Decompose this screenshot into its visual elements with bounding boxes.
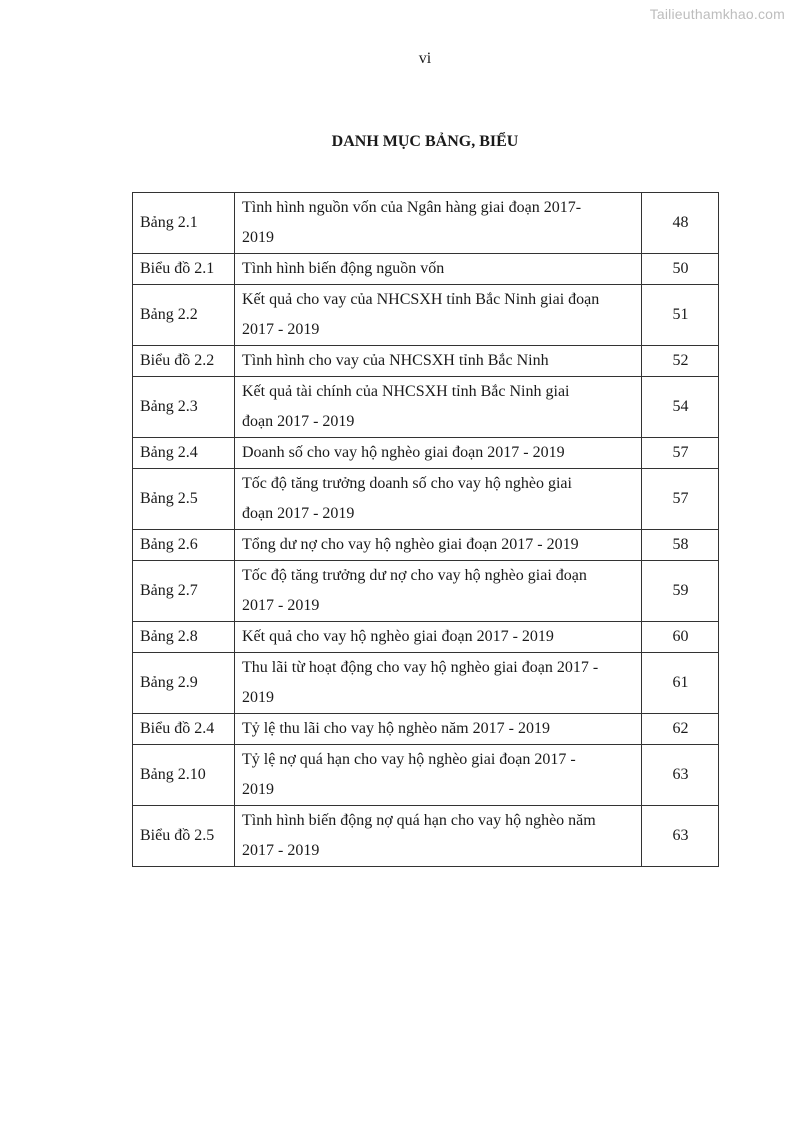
table-title-cell — [235, 285, 642, 346]
table-page-cell: 54 — [642, 377, 719, 438]
table-page-cell: 52 — [642, 346, 719, 377]
table-row — [133, 254, 719, 285]
page-title: DANH MỤC BẢNG, BIỂU — [331, 133, 519, 150]
table-title-line: 2017 - 2019 — [242, 597, 320, 614]
table-row — [133, 561, 719, 622]
table-label-cell: Biểu đồ 2.5 — [133, 806, 235, 867]
table-title-line: Tổng dư nợ cho vay hộ nghèo giai đoạn 2017 - 2019 — [242, 536, 579, 553]
table-title-line: Tình hình biến động nguồn vốn — [242, 260, 445, 277]
table-title-line: Tình hình cho vay của NHCSXH tỉnh Bắc Ninh — [242, 352, 549, 369]
table-title-line: 2019 — [242, 229, 274, 246]
table-label-cell: Bảng 2.7 — [133, 561, 235, 622]
table-title-cell — [235, 346, 642, 377]
table-title-line: Tỷ lệ thu lãi cho vay hộ nghèo năm 2017 - 2019 — [242, 720, 550, 737]
table-title-cell — [235, 653, 642, 714]
table-title-cell — [235, 745, 642, 806]
table-label-cell: Bảng 2.4 — [133, 438, 235, 469]
table-title-line: Tình hình biến động nợ quá hạn cho vay hộ nghèo năm — [242, 812, 596, 829]
table-page-cell: 59 — [642, 561, 719, 622]
table-title-cell — [235, 561, 642, 622]
table-title-cell — [235, 622, 642, 653]
table-label-cell: Biểu đồ 2.4 — [133, 714, 235, 745]
table-title-cell — [235, 438, 642, 469]
table-page-cell: 58 — [642, 530, 719, 561]
table-page-cell: 63 — [642, 806, 719, 867]
table-body — [133, 193, 719, 867]
table-title-line: 2019 — [242, 781, 274, 798]
table-row — [133, 714, 719, 745]
table-label-cell: Biểu đồ 2.2 — [133, 346, 235, 377]
table-title-line: đoạn 2017 - 2019 — [242, 413, 355, 430]
table-title-cell — [235, 530, 642, 561]
table-title-cell — [235, 469, 642, 530]
table-title-line: Kết quả cho vay hộ nghèo giai đoạn 2017 - 2019 — [242, 628, 554, 645]
table-label-cell: Bảng 2.2 — [133, 285, 235, 346]
table-title-line: 2017 - 2019 — [242, 321, 320, 338]
table-page-cell: 60 — [642, 622, 719, 653]
table-row — [133, 285, 719, 346]
table-title-line: 2017 - 2019 — [242, 842, 320, 859]
table-page-cell: 48 — [642, 193, 719, 254]
table-title-cell — [235, 377, 642, 438]
table-page-cell: 57 — [642, 438, 719, 469]
table-title-cell — [235, 714, 642, 745]
table-title-line: Kết quả tài chính của NHCSXH tỉnh Bắc Ninh giai — [242, 383, 570, 400]
table-title-cell — [235, 806, 642, 867]
table-row — [133, 346, 719, 377]
table-list — [132, 192, 719, 867]
table-title-line: Thu lãi từ hoạt động cho vay hộ nghèo giai đoạn 2017 - — [242, 659, 599, 676]
table-title-line: 2019 — [242, 689, 274, 706]
table-label-cell: Bảng 2.10 — [133, 745, 235, 806]
table-row — [133, 622, 719, 653]
table-label-cell: Bảng 2.1 — [133, 193, 235, 254]
table-title-cell — [235, 254, 642, 285]
table-label-cell: Bảng 2.6 — [133, 530, 235, 561]
table-title-cell — [235, 193, 642, 254]
watermark: Tailieuthamkhao.com — [649, 6, 785, 22]
table-row — [133, 469, 719, 530]
table-row — [133, 193, 719, 254]
table-label-cell: Biểu đồ 2.1 — [133, 254, 235, 285]
table-page-cell: 57 — [642, 469, 719, 530]
table-row — [133, 653, 719, 714]
table-title-line: Tỷ lệ nợ quá hạn cho vay hộ nghèo giai đoạn 2017 - — [242, 751, 576, 768]
table-title-line: đoạn 2017 - 2019 — [242, 505, 355, 522]
table-label-cell: Bảng 2.3 — [133, 377, 235, 438]
table-row — [133, 745, 719, 806]
table-title-line: Tốc độ tăng trưởng doanh số cho vay hộ nghèo giai — [242, 475, 572, 492]
table-title-line: Tốc độ tăng trưởng dư nợ cho vay hộ nghèo giai đoạn — [242, 567, 587, 584]
table-page-cell: 63 — [642, 745, 719, 806]
table-label-cell: Bảng 2.5 — [133, 469, 235, 530]
table-title-line: Kết quả cho vay của NHCSXH tỉnh Bắc Ninh giai đoạn — [242, 291, 600, 308]
table-page-cell: 51 — [642, 285, 719, 346]
page-number: vi — [418, 50, 432, 67]
table-row — [133, 438, 719, 469]
table-label-cell: Bảng 2.9 — [133, 653, 235, 714]
table-page-cell: 50 — [642, 254, 719, 285]
table-label-cell: Bảng 2.8 — [133, 622, 235, 653]
table-title-line: Doanh số cho vay hộ nghèo giai đoạn 2017 - 2019 — [242, 444, 565, 461]
table-page-cell: 61 — [642, 653, 719, 714]
table-row — [133, 377, 719, 438]
table-title-line: Tình hình nguồn vốn của Ngân hàng giai đoạn 2017- — [242, 199, 582, 216]
table-row — [133, 806, 719, 867]
table-row — [133, 530, 719, 561]
table-page-cell: 62 — [642, 714, 719, 745]
